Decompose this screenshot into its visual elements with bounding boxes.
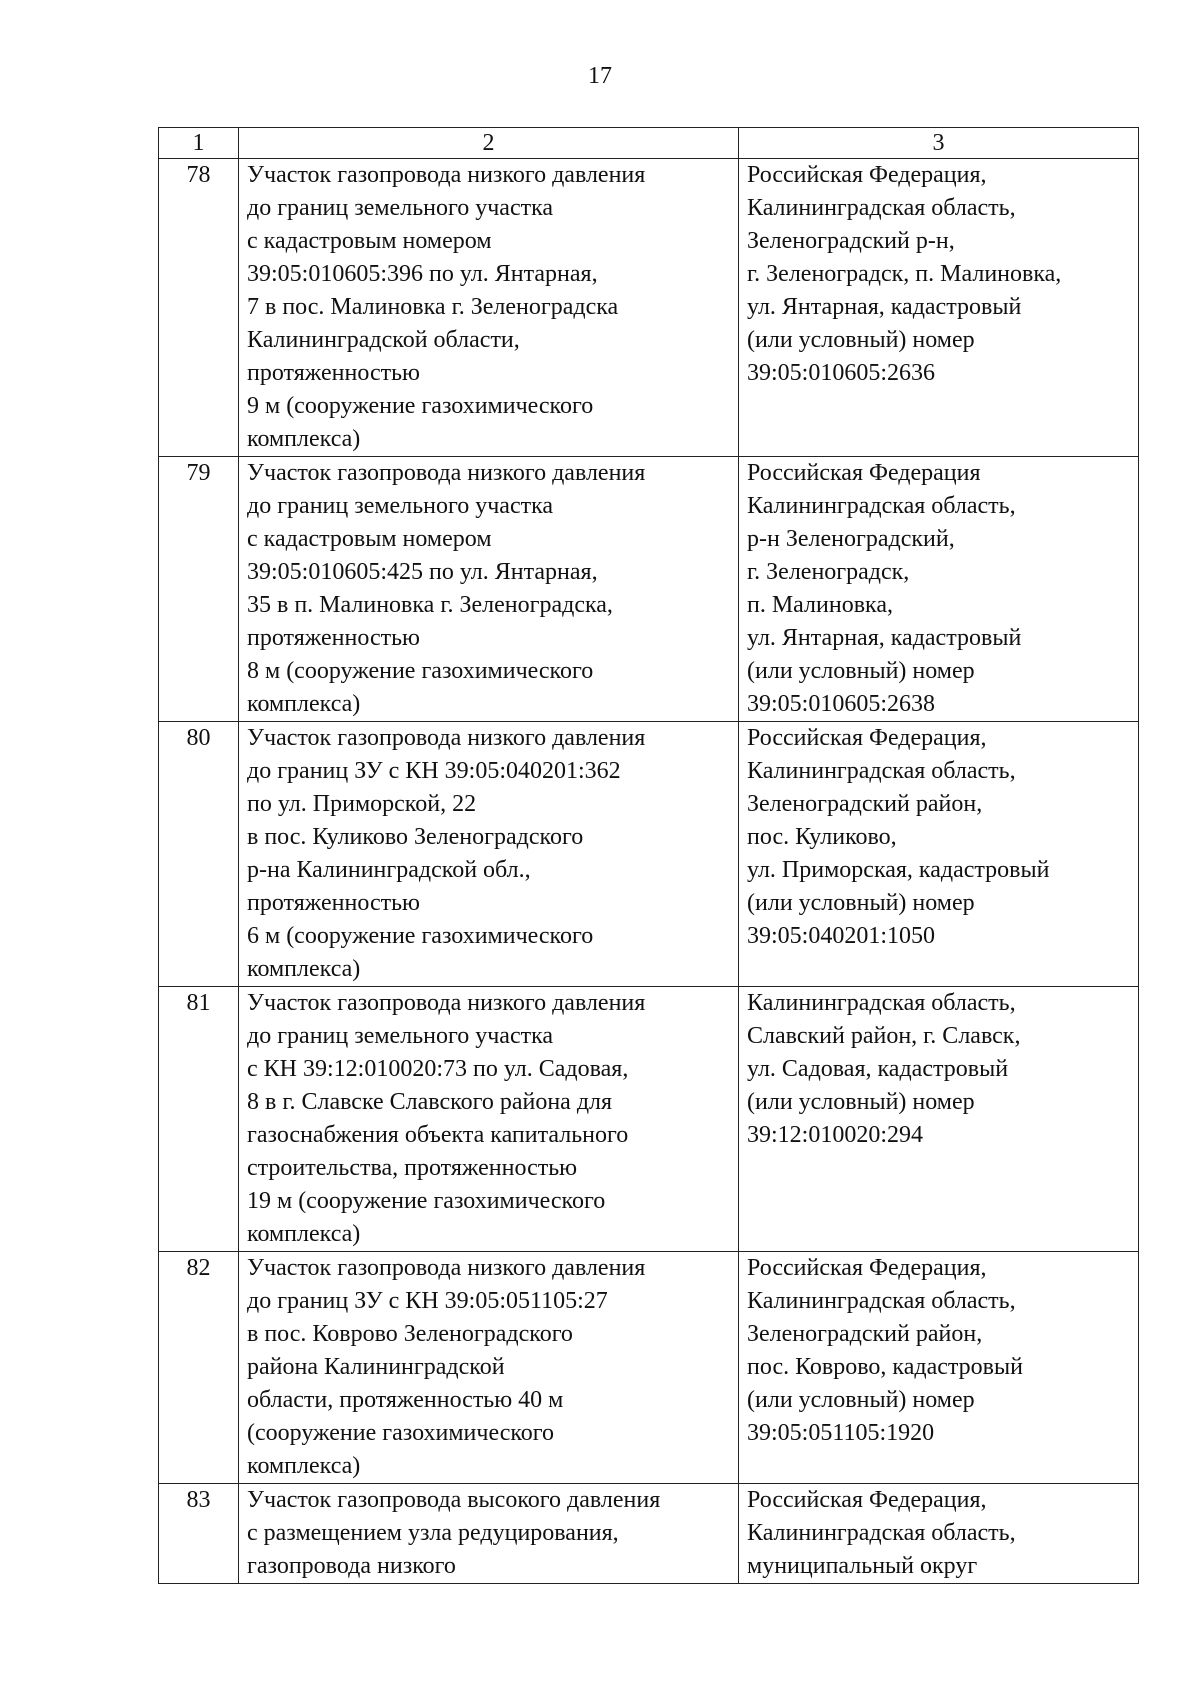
objects-table xyxy=(158,127,1139,1584)
row-number: 80 xyxy=(159,722,239,987)
object-description: Участок газопровода низкого давления до границ земельного участка с КН 39:12:010020:73 по ул. Садовая, 8 в г. Славске Славского района для газоснабжения объекта капитального строительства, протяженностью 19 м (сооружение газохимического комплекса) xyxy=(239,987,739,1252)
table-row xyxy=(159,159,1139,457)
table-row xyxy=(159,1484,1139,1584)
object-address: Российская Федерация, Калининградская область, Зеленоградский р-н, г. Зеленоградск, п. Малиновка, ул. Янтарная, кадастровый (или условный) номер 39:05:010605:2636 xyxy=(739,159,1139,457)
table-row xyxy=(159,1252,1139,1484)
object-description: Участок газопровода низкого давления до границ земельного участка с кадастровым номером 39:05:010605:425 по ул. Янтарная, 35 в п. Малиновка г. Зеленоградска, протяженностью 8 м (сооружение газохимического комплекса) xyxy=(239,457,739,722)
object-address: Российская Федерация Калининградская область, р-н Зеленоградский, г. Зеленоградск, п. Малиновка, ул. Янтарная, кадастровый (или условный) номер 39:05:010605:2638 xyxy=(739,457,1139,722)
row-number: 82 xyxy=(159,1252,239,1484)
table-header-row xyxy=(159,128,1139,159)
row-number: 78 xyxy=(159,159,239,457)
row-number: 81 xyxy=(159,987,239,1252)
column-header-3: 3 xyxy=(739,128,1139,159)
table-row xyxy=(159,457,1139,722)
object-description: Участок газопровода низкого давления до границ земельного участка с кадастровым номером 39:05:010605:396 по ул. Янтарная, 7 в пос. Малиновка г. Зеленоградска Калининградской области, протяженностью 9 м (сооружение газохимического комплекса) xyxy=(239,159,739,457)
object-address: Российская Федерация, Калининградская область, Зеленоградский район, пос. Коврово, кадастровый (или условный) номер 39:05:051105:1920 xyxy=(739,1252,1139,1484)
table-row xyxy=(159,722,1139,987)
page-number: 17 xyxy=(588,63,612,89)
object-description: Участок газопровода низкого давления до границ ЗУ с КН 39:05:051105:27 в пос. Коврово Зеленоградского района Калининградской области, протяженностью 40 м (сооружение газохимического комплекса) xyxy=(239,1252,739,1484)
object-address: Калининградская область, Славский район, г. Славск, ул. Садовая, кадастровый (или условный) номер 39:12:010020:294 xyxy=(739,987,1139,1252)
column-header-2: 2 xyxy=(239,128,739,159)
column-header-1: 1 xyxy=(159,128,239,159)
object-description: Участок газопровода низкого давления до границ ЗУ с КН 39:05:040201:362 по ул. Приморской, 22 в пос. Куликово Зеленоградского р-на Калининградской обл., протяженностью 6 м (сооружение газохимического комплекса) xyxy=(239,722,739,987)
table-row xyxy=(159,987,1139,1252)
object-address: Российская Федерация, Калининградская область, муниципальный округ xyxy=(739,1484,1139,1584)
row-number: 79 xyxy=(159,457,239,722)
object-description: Участок газопровода высокого давления с размещением узла редуцирования, газопровода низкого xyxy=(239,1484,739,1584)
object-address: Российская Федерация, Калининградская область, Зеленоградский район, пос. Куликово, ул. Приморская, кадастровый (или условный) номер 39:05:040201:1050 xyxy=(739,722,1139,987)
row-number: 83 xyxy=(159,1484,239,1584)
